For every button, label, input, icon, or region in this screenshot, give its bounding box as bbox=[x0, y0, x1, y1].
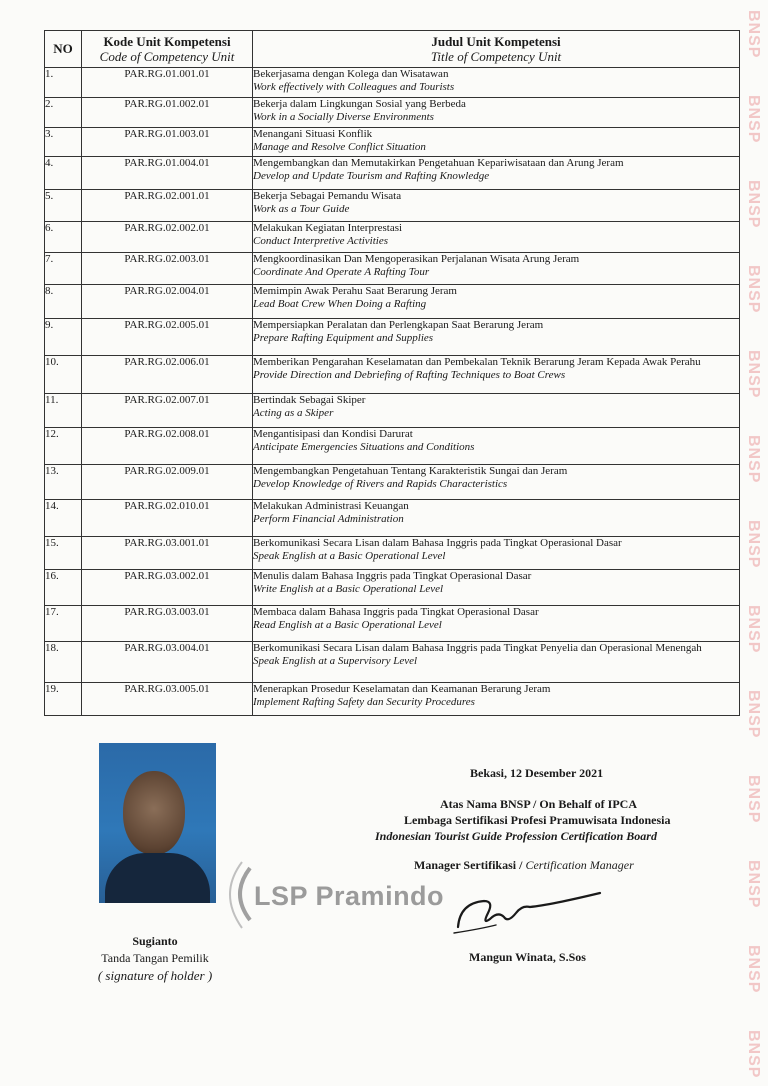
unit-title-en: Work effectively with Colleagues and Tourists bbox=[253, 80, 455, 93]
header-code bbox=[82, 31, 253, 68]
unit-title bbox=[253, 537, 740, 570]
watermark-text: BNSP bbox=[745, 1030, 762, 1079]
unit-code: PAR.RG.03.004.01 bbox=[82, 642, 253, 683]
unit-title bbox=[253, 394, 740, 428]
table-row bbox=[45, 394, 740, 428]
unit-title bbox=[253, 285, 740, 319]
place-date: Bekasi, 12 Desember 2021 bbox=[470, 766, 604, 780]
table-row bbox=[45, 465, 740, 500]
unit-title-id: Bekerja Sebagai Pemandu Wisata bbox=[253, 190, 402, 202]
org-name-en: Indonesian Tourist Guide Profession Certification Board bbox=[375, 829, 657, 843]
unit-code: PAR.RG.02.004.01 bbox=[82, 285, 253, 319]
unit-code: PAR.RG.02.006.01 bbox=[82, 356, 253, 394]
watermark-text: BNSP bbox=[745, 265, 762, 314]
row-number: 3. bbox=[45, 128, 82, 157]
row-number: 11. bbox=[45, 394, 82, 428]
unit-title bbox=[253, 642, 740, 683]
org-name-id: Lembaga Sertifikasi Profesi Pramuwisata Indonesia bbox=[404, 813, 671, 827]
unit-title bbox=[253, 683, 740, 716]
unit-title-id: Mengembangkan dan Memutakirkan Pengetahuan Kepariwisataan dan Arung Jeram bbox=[253, 157, 624, 169]
table-row bbox=[45, 222, 740, 253]
unit-title bbox=[253, 570, 740, 606]
table-row bbox=[45, 157, 740, 190]
holder-name: Sugianto bbox=[132, 934, 178, 948]
unit-title bbox=[253, 157, 740, 190]
unit-title bbox=[253, 253, 740, 285]
unit-title-en: Lead Boat Crew When Doing a Rafting bbox=[253, 297, 427, 310]
unit-title-en: Develop and Update Tourism and Rafting Knowledge bbox=[253, 169, 490, 182]
unit-title-en: Provide Direction and Debriefing of Rafting Techniques to Boat Crews bbox=[253, 368, 566, 381]
watermark-text: BNSP bbox=[745, 435, 762, 484]
table-row bbox=[45, 683, 740, 716]
holder-signature-block bbox=[70, 934, 240, 984]
row-number: 10. bbox=[45, 356, 82, 394]
unit-title-en: Implement Rafting Safety dan Security Procedures bbox=[253, 695, 475, 708]
unit-title-en: Read English at a Basic Operational Level bbox=[253, 618, 442, 631]
unit-title bbox=[253, 128, 740, 157]
unit-code: PAR.RG.03.003.01 bbox=[82, 606, 253, 642]
header-title-main: Judul Unit Kompetensi bbox=[431, 34, 561, 49]
table-row bbox=[45, 128, 740, 157]
watermark-text: BNSP bbox=[745, 945, 762, 994]
watermark-text: BNSP bbox=[745, 605, 762, 654]
unit-code: PAR.RG.02.003.01 bbox=[82, 253, 253, 285]
row-number: 19. bbox=[45, 683, 82, 716]
watermark-text: BNSP bbox=[745, 775, 762, 824]
table-row bbox=[45, 642, 740, 683]
holder-signature-label: Tanda Tangan Pemilik bbox=[101, 951, 209, 965]
table-row bbox=[45, 500, 740, 537]
row-number: 12. bbox=[45, 428, 82, 465]
unit-title-id: Mempersiapkan Peralatan dan Perlengkapan Saat Berarung Jeram bbox=[253, 319, 544, 331]
table-body bbox=[45, 68, 740, 716]
unit-title-en: Develop Knowledge of Rivers and Rapids Characteristics bbox=[253, 477, 508, 490]
unit-title-id: Mengkoordinasikan Dan Mengoperasikan Perjalanan Wisata Arung Jeram bbox=[253, 253, 580, 265]
manager-role-id: Manager Sertifikasi / bbox=[414, 858, 523, 872]
manager-signature-icon bbox=[450, 885, 610, 945]
unit-code: PAR.RG.01.002.01 bbox=[82, 98, 253, 128]
unit-title-en: Work as a Tour Guide bbox=[253, 202, 350, 215]
unit-code: PAR.RG.03.005.01 bbox=[82, 683, 253, 716]
watermark-text: BNSP bbox=[745, 520, 762, 569]
unit-code: PAR.RG.01.001.01 bbox=[82, 68, 253, 98]
table-row bbox=[45, 190, 740, 222]
unit-title-id: Bekerja dalam Lingkungan Sosial yang Berbeda bbox=[253, 98, 466, 110]
unit-title bbox=[253, 319, 740, 356]
unit-title-id: Mengantisipasi dan Kondisi Darurat bbox=[253, 428, 413, 440]
table-row bbox=[45, 537, 740, 570]
unit-title-id: Bertindak Sebagai Skiper bbox=[253, 394, 366, 406]
table-row bbox=[45, 285, 740, 319]
row-number: 9. bbox=[45, 319, 82, 356]
table-row bbox=[45, 356, 740, 394]
unit-code: PAR.RG.02.008.01 bbox=[82, 428, 253, 465]
unit-title-id: Bekerjasama dengan Kolega dan Wisatawan bbox=[253, 68, 449, 80]
row-number: 7. bbox=[45, 253, 82, 285]
watermark-text: BNSP bbox=[745, 95, 762, 144]
row-number: 13. bbox=[45, 465, 82, 500]
unit-title-id: Menerapkan Prosedur Keselamatan dan Keamanan Berarung Jeram bbox=[253, 683, 551, 695]
unit-code: PAR.RG.01.003.01 bbox=[82, 128, 253, 157]
row-number: 18. bbox=[45, 642, 82, 683]
unit-title-id: Mengembangkan Pengetahuan Tentang Karakteristik Sungai dan Jeram bbox=[253, 465, 568, 477]
row-number: 2. bbox=[45, 98, 82, 128]
unit-title-id: Memberikan Pengarahan Keselamatan dan Pembekalan Teknik Berarung Jeram Kepada Awak Perahu bbox=[253, 356, 701, 368]
holder-shirt bbox=[105, 853, 210, 903]
unit-title bbox=[253, 190, 740, 222]
header-code-sub: Code of Competency Unit bbox=[99, 49, 235, 64]
unit-title-id: Menulis dalam Bahasa Inggris pada Tingkat Operasional Dasar bbox=[253, 570, 532, 582]
table-row bbox=[45, 253, 740, 285]
table-row bbox=[45, 98, 740, 128]
watermark-text: BNSP bbox=[745, 180, 762, 229]
unit-title-en: Speak English at a Supervisory Level bbox=[253, 654, 418, 667]
row-number: 14. bbox=[45, 500, 82, 537]
watermark-text: BNSP bbox=[745, 690, 762, 739]
table-row bbox=[45, 428, 740, 465]
manager-role-en: Certification Manager bbox=[525, 858, 634, 872]
unit-title-id: Melakukan Administrasi Keuangan bbox=[253, 500, 409, 512]
table-row bbox=[45, 68, 740, 98]
unit-title-id: Melakukan Kegiatan Interprestasi bbox=[253, 222, 403, 234]
on-behalf-line: Atas Nama BNSP / On Behalf of IPCA bbox=[440, 797, 638, 811]
unit-title-en: Manage and Resolve Conflict Situation bbox=[253, 140, 426, 153]
holder-signature-label-en: ( signature of holder ) bbox=[97, 968, 213, 983]
unit-code: PAR.RG.02.002.01 bbox=[82, 222, 253, 253]
unit-title bbox=[253, 500, 740, 537]
table-row bbox=[45, 606, 740, 642]
unit-code: PAR.RG.02.007.01 bbox=[82, 394, 253, 428]
stamp-text: LSP Pramindo bbox=[254, 881, 445, 911]
holder-photo bbox=[99, 743, 216, 903]
signer-name: Mangun Winata, S.Sos bbox=[469, 950, 586, 964]
row-number: 16. bbox=[45, 570, 82, 606]
unit-title bbox=[253, 222, 740, 253]
unit-code: PAR.RG.02.010.01 bbox=[82, 500, 253, 537]
row-number: 15. bbox=[45, 537, 82, 570]
unit-title-id: Memimpin Awak Perahu Saat Berarung Jeram bbox=[253, 285, 457, 297]
unit-code: PAR.RG.01.004.01 bbox=[82, 157, 253, 190]
header-code-main: Kode Unit Kompetensi bbox=[103, 34, 231, 49]
unit-title-id: Berkomunikasi Secara Lisan dalam Bahasa Inggris pada Tingkat Penyelia dan Operasional Menengah bbox=[253, 642, 702, 654]
row-number: 17. bbox=[45, 606, 82, 642]
unit-title-id: Menangani Situasi Konflik bbox=[253, 128, 373, 140]
unit-title-en: Prepare Rafting Equipment and Supplies bbox=[253, 331, 434, 344]
unit-title bbox=[253, 465, 740, 500]
table-row bbox=[45, 570, 740, 606]
competency-units-table bbox=[44, 30, 740, 716]
unit-title-en: Write English at a Basic Operational Level bbox=[253, 582, 444, 595]
unit-code: PAR.RG.03.002.01 bbox=[82, 570, 253, 606]
unit-title-en: Acting as a Skiper bbox=[253, 406, 334, 419]
row-number: 8. bbox=[45, 285, 82, 319]
row-number: 1. bbox=[45, 68, 82, 98]
unit-title-id: Berkomunikasi Secara Lisan dalam Bahasa Inggris pada Tingkat Operasional Dasar bbox=[253, 537, 622, 549]
header-no: NO bbox=[45, 31, 82, 68]
unit-code: PAR.RG.03.001.01 bbox=[82, 537, 253, 570]
unit-title-en: Anticipate Emergencies Situations and Conditions bbox=[253, 440, 475, 453]
unit-title-en: Perform Financial Administration bbox=[253, 512, 404, 525]
unit-title-en: Conduct Interpretive Activities bbox=[253, 234, 389, 247]
unit-title bbox=[253, 68, 740, 98]
watermark-text: BNSP bbox=[745, 10, 762, 59]
unit-title bbox=[253, 98, 740, 128]
holder-face bbox=[123, 771, 185, 855]
table-row bbox=[45, 319, 740, 356]
unit-title bbox=[253, 356, 740, 394]
table-header-row bbox=[45, 31, 740, 68]
header-title-sub: Title of Competency Unit bbox=[430, 49, 562, 64]
header-title bbox=[253, 31, 740, 68]
unit-code: PAR.RG.02.001.01 bbox=[82, 190, 253, 222]
manager-role bbox=[414, 858, 634, 873]
unit-title-en: Coordinate And Operate A Rafting Tour bbox=[253, 265, 430, 278]
unit-title-en: Speak English at a Basic Operational Level bbox=[253, 549, 446, 562]
unit-title-id: Membaca dalam Bahasa Inggris pada Tingkat Operasional Dasar bbox=[253, 606, 539, 618]
row-number: 4. bbox=[45, 157, 82, 190]
watermark-text: BNSP bbox=[745, 860, 762, 909]
row-number: 5. bbox=[45, 190, 82, 222]
unit-title bbox=[253, 428, 740, 465]
watermark-text: BNSP bbox=[745, 350, 762, 399]
unit-title-en: Work in a Socially Diverse Environments bbox=[253, 110, 434, 123]
unit-code: PAR.RG.02.009.01 bbox=[82, 465, 253, 500]
row-number: 6. bbox=[45, 222, 82, 253]
unit-code: PAR.RG.02.005.01 bbox=[82, 319, 253, 356]
unit-title bbox=[253, 606, 740, 642]
